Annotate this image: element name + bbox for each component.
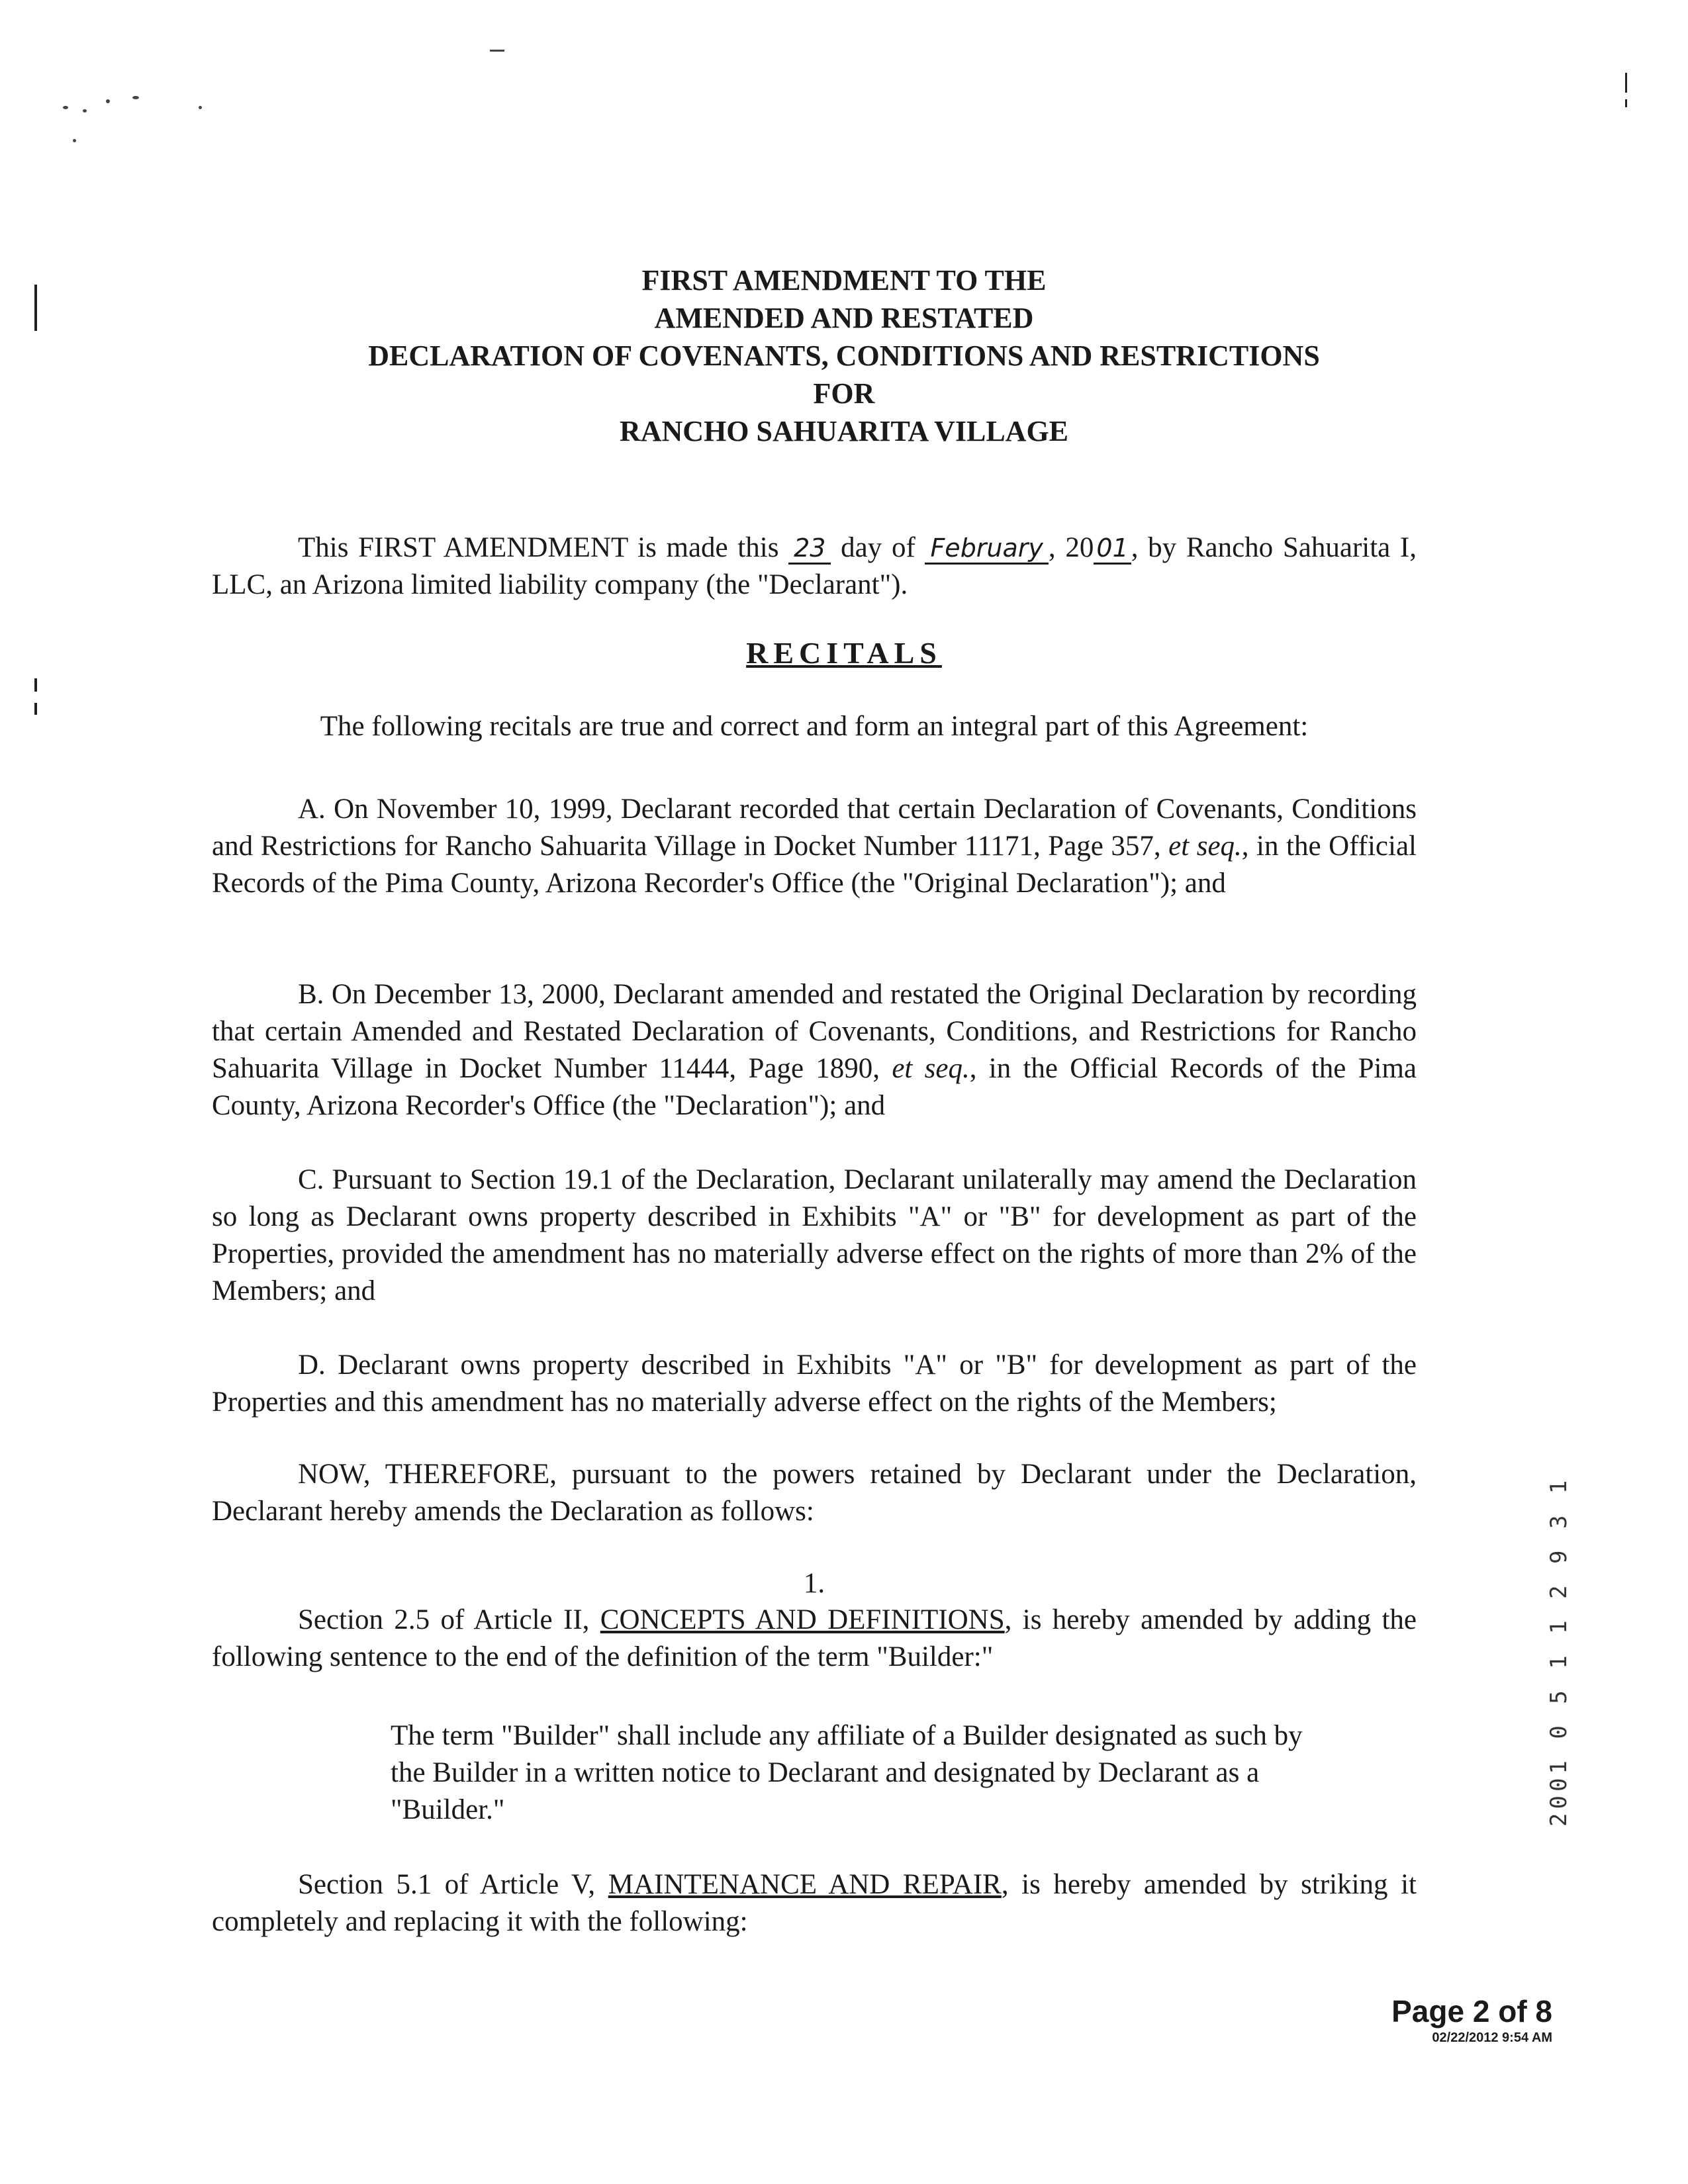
intro-text: day of xyxy=(841,532,915,563)
now-therefore: NOW, THEREFORE, pursuant to the powers retained by Declarant under the Declaration, Declarant hereby amends the Declaration as follows: xyxy=(212,1459,1417,1527)
intro-text: , by Rancho Sahuarita I, LLC, an Arizona limited liability company (the "Declarant"). xyxy=(212,532,1417,600)
recital-text: B. On December 13, 2000, Declarant amended and restated the Original Declaration by recording that certain Amended and Restated Declaration of Covenants, Conditions, and Restrictions for Rancho Sahuarita Village in Docket Number 11444, Page 1890, xyxy=(212,979,1417,1084)
recital-text: , in the Official Records of the Pima County, Arizona Recorder's Office (the "Original Declaration"); and xyxy=(212,831,1417,899)
recital-italic: et seq. xyxy=(892,1053,970,1084)
article-title: MAINTENANCE AND REPAIR xyxy=(608,1869,1002,1900)
recital-d: D. Declarant owns property described in Exhibits "A" or "B" for development as part of the Properties and this amendment has no materially adverse effect on the rights of the Members; xyxy=(212,1349,1417,1418)
title-line: FOR xyxy=(813,377,875,410)
recording-stamp-number: 2001 0 5 1 1 2 9 3 1 xyxy=(1546,1476,1572,1827)
recital-text: A. On November 10, 1999, Declarant recorded that certain Declaration of Covenants, Conditions and Restrictions for Rancho Sahuarita Village in Docket Number 11171, Page 357, xyxy=(212,794,1417,862)
article-title: CONCEPTS AND DEFINITIONS xyxy=(600,1604,1005,1635)
recitals-intro: The following recitals are true and correct and form an integral part of this Agreement: xyxy=(320,711,1309,742)
document-title xyxy=(0,261,1688,450)
margin-bar xyxy=(1625,73,1627,93)
section-text: , is hereby amended by adding the following sentence to the end of the definition of the term "Builder:" xyxy=(212,1604,1417,1672)
intro-paragraph xyxy=(212,529,1417,604)
section-5-1-amendment xyxy=(212,1866,1417,1940)
recital-c: C. Pursuant to Section 19.1 of the Declaration, Declarant unilaterally may amend the Declaration so long as Declarant owns property described in Exhibits "A" or "B" for development as part of the Properties, provided the amendment has no materially adverse effect on the rights of more than 2% of the Members; and xyxy=(212,1164,1417,1306)
section-text: Section 5.1 of Article V, xyxy=(298,1869,608,1900)
title-line: DECLARATION OF COVENANTS, CONDITIONS AND RESTRICTIONS xyxy=(368,340,1320,372)
print-timestamp: 02/22/2012 9:54 AM xyxy=(1432,2030,1552,2045)
section-2-5-amendment xyxy=(212,1602,1417,1676)
margin-bar xyxy=(34,678,37,692)
scan-speck xyxy=(83,109,87,113)
recording-stamp xyxy=(1516,1476,1572,1853)
scan-speck xyxy=(132,96,139,99)
scan-speck xyxy=(199,106,202,109)
margin-bar xyxy=(1625,99,1627,107)
page-indicator: Page 2 of 8 xyxy=(1391,1994,1552,2028)
intro-text: , 20 xyxy=(1048,532,1094,563)
margin-bar xyxy=(34,703,37,715)
scan-speck xyxy=(73,139,76,142)
title-line: AMENDED AND RESTATED xyxy=(654,302,1034,334)
handwritten-day: 23 xyxy=(788,533,831,565)
recital-b xyxy=(212,976,1417,1124)
builder-definition-quote: The term "Builder" shall include any affiliate of a Builder designated as such by the Builder in a written notice to Declarant and designated by Declarant as a "Builder." xyxy=(391,1720,1303,1825)
title-line: RANCHO SAHUARITA VILLAGE xyxy=(619,415,1069,447)
title-line: FIRST AMENDMENT TO THE xyxy=(641,264,1047,296)
section-text: , is hereby amended by striking it completely and replacing it with the following: xyxy=(212,1869,1417,1937)
scan-speck xyxy=(106,99,110,103)
recital-italic: et seq. xyxy=(1168,831,1242,862)
scan-speck xyxy=(490,50,504,52)
section-text: Section 2.5 of Article II, xyxy=(298,1604,600,1635)
section-number: 1. xyxy=(803,1568,825,1599)
recital-a xyxy=(212,791,1417,902)
scan-speck xyxy=(63,106,68,109)
recitals-heading: RECITALS xyxy=(746,636,942,670)
handwritten-month: February xyxy=(925,533,1048,565)
intro-text: This FIRST AMENDMENT is made this xyxy=(298,532,779,563)
recital-text: , in the Official Records of the Pima County, Arizona Recorder's Office (the "Declaration"); and xyxy=(212,1053,1417,1121)
handwritten-year: 01 xyxy=(1094,533,1131,565)
